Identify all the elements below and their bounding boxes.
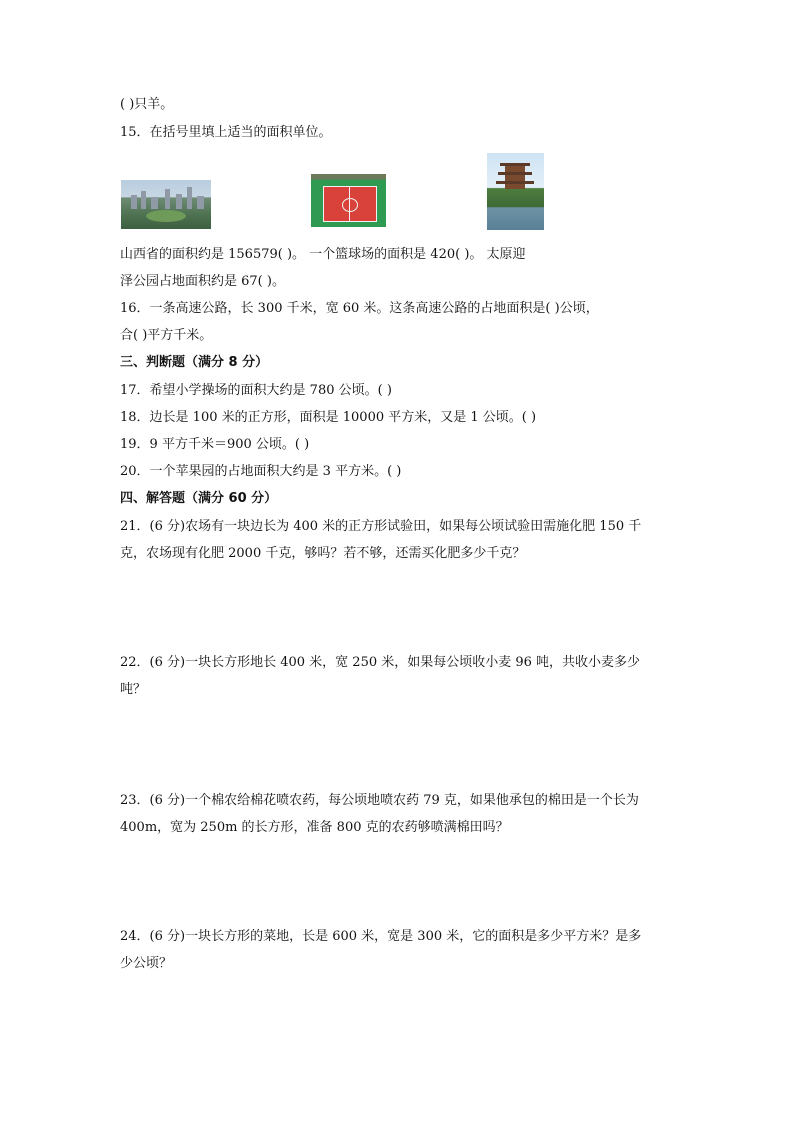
section-4-heading: 四、解答题（满分 60 分） bbox=[120, 491, 278, 506]
answer-line-14: ( )只羊。 bbox=[120, 97, 174, 112]
question-22-line2: 吨？ bbox=[120, 682, 147, 697]
question-16-line2: 合( )平方千米。 bbox=[120, 328, 213, 343]
question-18: 18．边长是 100 米的正方形，面积是 10000 平方米，又是 1 公顷。( ) bbox=[120, 410, 537, 425]
question-21-line1: 21．(6 分)农场有一块边长为 400 米的正方形试验田，如果每公顷试验田需施化肥 150 千 bbox=[120, 519, 642, 534]
question-17: 17．希望小学操场的面积大约是 780 公顷。( ) bbox=[120, 383, 392, 398]
basketball-court-photo bbox=[311, 174, 386, 227]
section-3-heading: 三、判断题（满分 8 分） bbox=[120, 355, 269, 370]
question-15-text-line1: 山西省的面积约是 156579( )。 一个篮球场的面积是 420( )。 太原迎 bbox=[120, 247, 526, 262]
question-19: 19．9 平方千米＝900 公顷。( ) bbox=[120, 437, 310, 452]
question-21-line2: 克，农场现有化肥 2000 千克，够吗？若不够，还需买化肥多少千克？ bbox=[120, 546, 526, 561]
city-aerial-photo bbox=[121, 180, 211, 229]
question-24-line1: 24．(6 分)一块长方形的菜地，长是 600 米，宽是 300 米，它的面积是多少平方米？是多 bbox=[120, 929, 642, 944]
pagoda-park-photo bbox=[487, 153, 544, 230]
question-15: 15．在括号里填上适当的面积单位。 bbox=[120, 125, 332, 140]
question-16-line1: 16．一条高速公路，长 300 千米，宽 60 米。这条高速公路的占地面积是( )公顷， bbox=[120, 301, 599, 316]
question-23-line2: 400m，宽为 250m 的长方形，准备 800 克的农药够喷满棉田吗？ bbox=[120, 820, 509, 835]
question-22-line1: 22．(6 分)一块长方形地长 400 米，宽 250 米，如果每公顷收小麦 96 吨，共收小麦多少 bbox=[120, 655, 641, 670]
question-23-line1: 23．(6 分)一个棉农给棉花喷农药，每公顷地喷农药 79 克，如果他承包的棉田是一个长为 bbox=[120, 793, 639, 808]
question-24-line2: 少公顷？ bbox=[120, 956, 173, 971]
question-20: 20．一个苹果园的占地面积大约是 3 平方米。( ) bbox=[120, 464, 402, 479]
question-15-text-line2: 泽公园占地面积约是 67( )。 bbox=[120, 274, 285, 289]
